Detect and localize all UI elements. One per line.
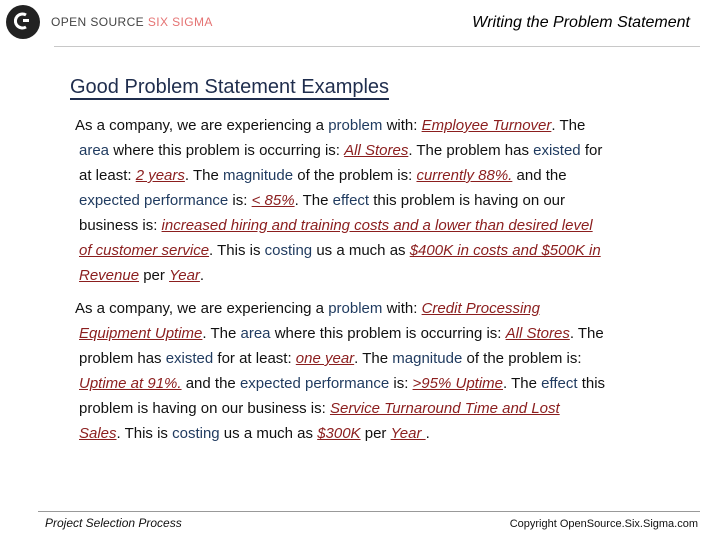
text: of the problem is: <box>293 167 417 184</box>
answer: Revenue <box>79 267 140 284</box>
footer-section-label: Project Selection Process <box>45 516 182 530</box>
text: problem is having on our business is: <box>79 400 330 417</box>
brand-name-part2: SIX SIGMA <box>147 15 213 29</box>
brand-name <box>51 15 213 29</box>
keyword: area <box>79 142 110 159</box>
text: per <box>139 267 170 284</box>
answer: $300K <box>317 425 361 442</box>
text: of the problem is: <box>462 350 582 367</box>
text: . <box>425 425 430 442</box>
text-line <box>75 213 695 238</box>
text: us a much as <box>219 425 318 442</box>
text: . The <box>354 350 393 367</box>
brand-logo <box>6 5 40 39</box>
text: for at least: <box>213 350 296 367</box>
text: problem has <box>79 350 166 367</box>
text-line <box>75 238 695 263</box>
text: this problem is having on our <box>369 192 566 209</box>
answer: Credit Processing <box>421 300 540 317</box>
text: . The <box>202 325 241 342</box>
footer-divider <box>38 511 700 512</box>
answer: currently 88%. <box>416 167 513 184</box>
text: . The <box>184 167 223 184</box>
text: . The problem has <box>408 142 534 159</box>
header-divider <box>54 46 700 47</box>
text: . This is <box>209 242 265 259</box>
keyword: problem <box>328 300 383 317</box>
text: where this problem is occurring is: <box>270 325 506 342</box>
text: with: <box>382 300 422 317</box>
text: business is: <box>79 217 162 234</box>
text: at least: <box>79 167 136 184</box>
text-line <box>75 113 695 138</box>
text: where this problem is occurring is: <box>109 142 345 159</box>
answer: Uptime at 91%. <box>79 375 182 392</box>
answer: $400K in costs and $500K in <box>409 242 601 259</box>
text-line <box>75 346 695 371</box>
text: . This is <box>116 425 173 442</box>
keyword: existed <box>533 142 581 159</box>
example-2-paragraph <box>75 296 695 446</box>
text: us a much as <box>312 242 410 259</box>
answer: Sales <box>79 425 117 442</box>
text-line <box>75 396 695 421</box>
answer: All Stores <box>505 325 570 342</box>
text: As a company, we are experiencing a <box>75 300 329 317</box>
keyword: expected performance <box>239 375 390 392</box>
slide-title: Writing the Problem Statement <box>472 14 690 31</box>
keyword: effect <box>332 192 370 209</box>
answer: increased hiring and training costs and a lower than desired level <box>161 217 593 234</box>
text: per <box>360 425 391 442</box>
text: . The <box>294 192 333 209</box>
answer: one year <box>295 350 355 367</box>
answer: 2 years <box>135 167 185 184</box>
text-line <box>75 321 695 346</box>
text: As a company, we are experiencing a <box>75 117 329 134</box>
keyword: costing <box>172 425 220 442</box>
section-heading: Good Problem Statement Examples <box>70 76 390 98</box>
text: . The <box>569 325 604 342</box>
answer: Employee Turnover <box>421 117 552 134</box>
text-line <box>75 296 695 321</box>
text: . The <box>551 117 586 134</box>
keyword: magnitude <box>392 350 463 367</box>
keyword: problem <box>328 117 383 134</box>
answer: >95% Uptime <box>412 375 504 392</box>
keyword: expected performance <box>79 192 229 209</box>
answer: of customer service <box>79 242 210 259</box>
text-line <box>75 188 695 213</box>
brand-name-part1: OPEN SOURCE <box>51 15 148 29</box>
text-line <box>75 163 695 188</box>
text: is: <box>228 192 252 209</box>
logo-glyph-icon <box>14 12 30 30</box>
answer: Equipment Uptime <box>79 325 203 342</box>
keyword: area <box>240 325 271 342</box>
text: . <box>199 267 205 284</box>
footer-copyright: Copyright OpenSource.Six.Sigma.com <box>509 518 698 530</box>
keyword: costing <box>264 242 313 259</box>
text: and the <box>181 375 240 392</box>
answer: Year <box>169 267 200 284</box>
example-1-paragraph <box>75 113 695 288</box>
text: and the <box>512 167 567 184</box>
text: this <box>577 375 606 392</box>
keyword: existed <box>165 350 214 367</box>
text: with: <box>382 117 422 134</box>
keyword: magnitude <box>223 167 294 184</box>
text: is: <box>389 375 413 392</box>
answer: Service Turnaround Time and Lost <box>329 400 560 417</box>
text-line <box>75 421 695 446</box>
text: for <box>580 142 603 159</box>
text-line <box>75 263 695 288</box>
answer: < 85% <box>251 192 295 209</box>
text: . The <box>503 375 542 392</box>
answer: Year <box>390 425 426 442</box>
text-line <box>75 138 695 163</box>
keyword: effect <box>541 375 578 392</box>
answer: All Stores <box>344 142 409 159</box>
text-line <box>75 371 695 396</box>
